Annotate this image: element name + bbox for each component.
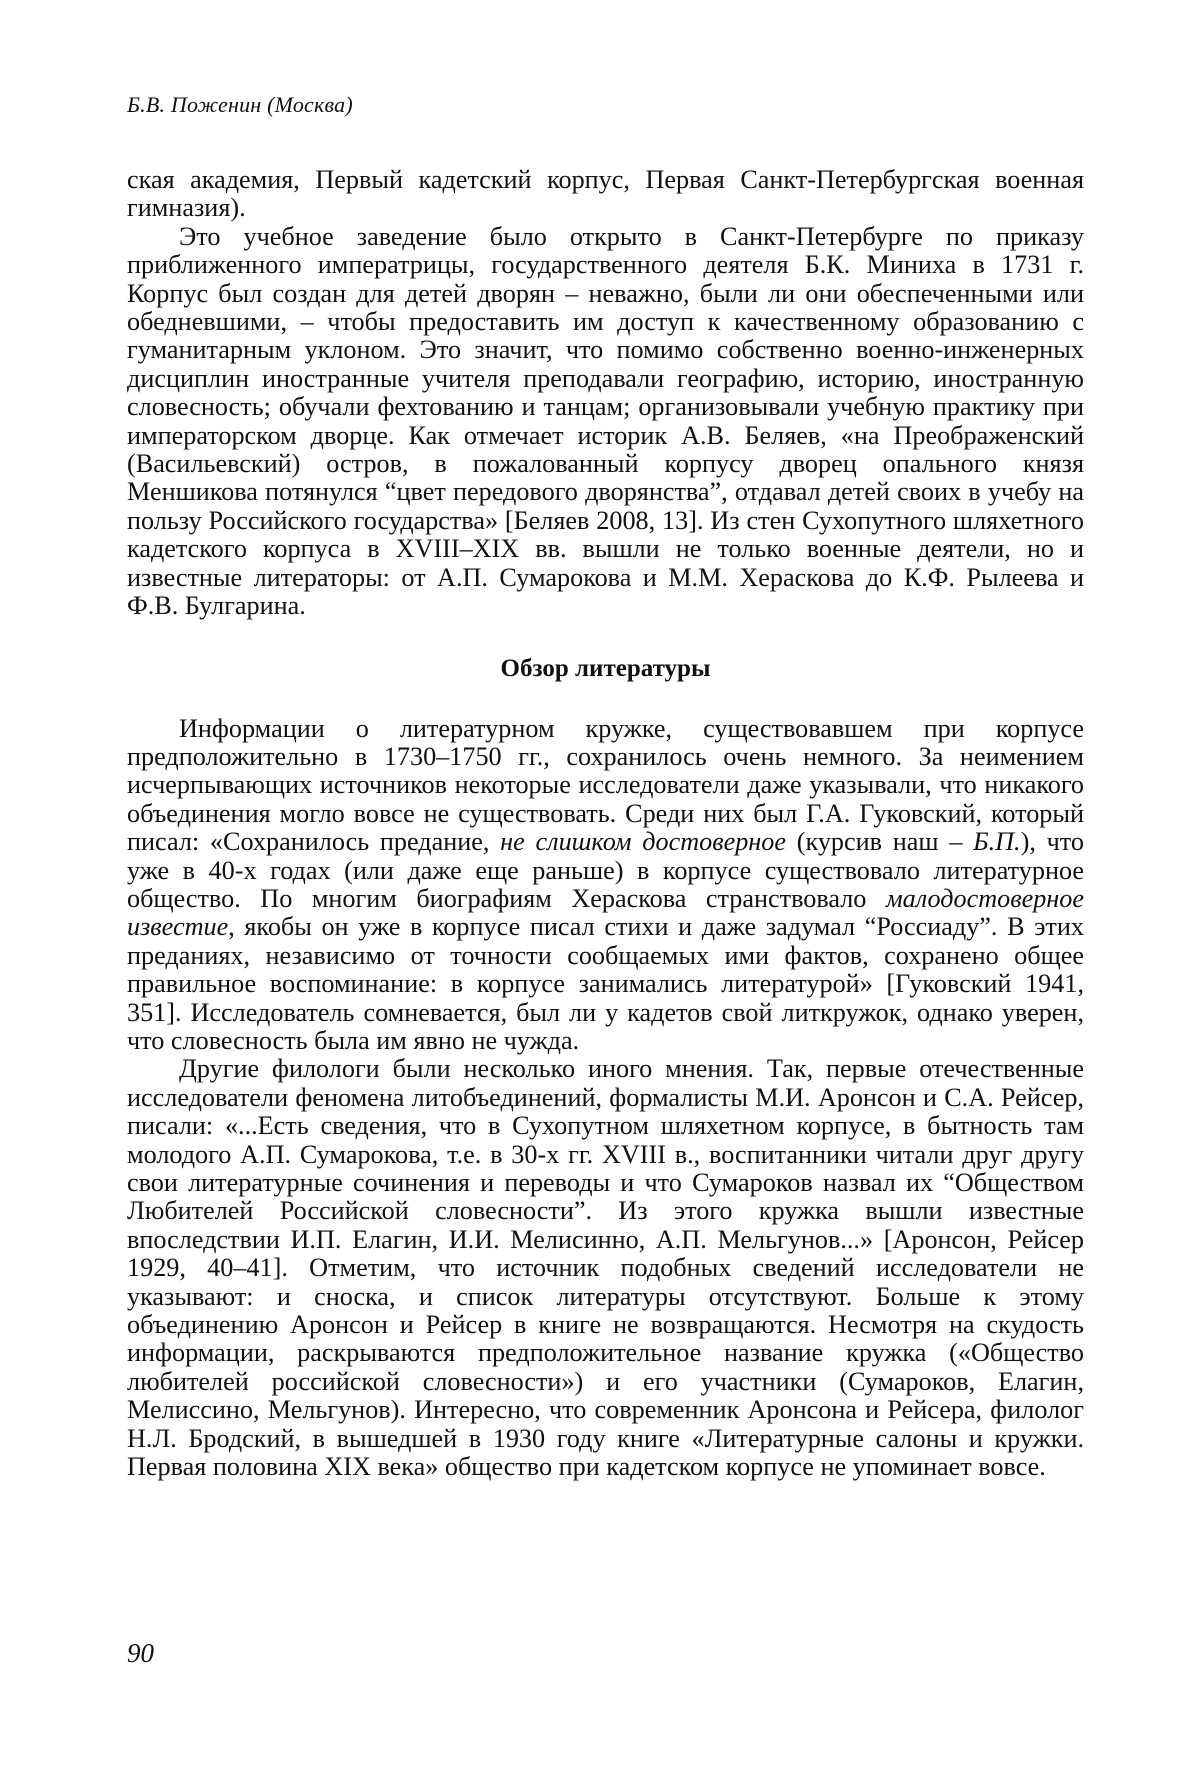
- paragraph-3-italic-3: малодостоверное известие: [127, 883, 1084, 942]
- page-number: 90: [127, 1638, 154, 1668]
- paragraph-4: Другие филологи были несколько иного мнения. Так, первые отечественные исследователи феномена литобъединений, формалисты М.И. Аронсон и С.А. Рейсер, писали: «...Есть сведения, что в Сухопутном шляхетном корпусе, в бытность там молодого А.П. Сумарокова, т.е. в 30-х гг. XVIII в., воспитанники читали друг другу свои литературные сочинения и переводы и что Сумароков назвал их “Обществом Любителей Российской словесности”. Из этого кружка вышли известные впоследствии И.П. Елагин, И.И. Мелисинно, А.П. Мельгунов...» [Аронсон, Рейсер 1929, 40–41]. Отметим, что источник подобных сведений исследователи не указывают: и сноска, и список литературы отсутствуют. Больше к этому объединению Аронсон и Рейсер в книге не возвращаются. Несмотря на скудость информации, раскрываются предположительное название кружка («Общество любителей российской словесности») и его участники (Сумароков, Елагин, Мелиссино, Мельгунов). Интересно, что современник Аронсона и Рейсера, филолог Н.Л. Бродский, в вышедшей в 1930 году книге «Литературные салоны и кружки. Первая половина XIX века» общество при кадетском корпусе не упоминает вовсе.: [127, 1054, 1084, 1482]
- paragraph-3-text-d: , якобы он уже в корпусе писал стихи и даже задумал “Россиаду”. В этих преданиях, независимо от точности сообщаемых ими фактов, сохранено общее правильное воспоминание: в корпусе занимались литературой» [Гуковский 1941, 351]. Исследователь сомневается, был ли у кадетов свой литкружок, однако уверен, что словесность была им явно не чужда.: [127, 912, 1084, 1055]
- section-title: Обзор литературы: [500, 654, 711, 682]
- paragraph-3: [127, 715, 1084, 1056]
- paragraph-3-text-b: (курсив наш –: [786, 827, 974, 857]
- paragraph-2: Это учебное заведение было открыто в Санкт-Петербурге по приказу приближенного императрицы, государственного деятеля Б.К. Миниха в 1731 г. Корпус был создан для детей дворян – неважно, были ли они обеспеченными или обедневшими, – чтобы предоставить им доступ к качественному образованию с гуманитарным уклоном. Это значит, что помимо собственно военно-инженерных дисциплин иностранные учителя преподавали географию, историю, иностранную словесность; обучали фехтованию и танцам; организовывали учебную практику при императорском дворце. Как отмечает историк А.В. Беляев, «на Преображенский (Васильевский) остров, в пожалованный корпусу дворец опального князя Меншикова потянулся “цвет передового дворянства”, отдавал детей своих в учебу на пользу Российского государства» [Беляев 2008, 13]. Из стен Сухопутного шляхетного кадетского корпуса в XVIII–XIX вв. вышли не только военные деятели, но и известные литераторы: от А.П. Сумарокова и М.М. Хераскова до К.Ф. Рылеева и Ф.В. Булгарина.: [127, 221, 1084, 621]
- paragraph-3-text-a: Информации о литературном кружке, существовавшем при корпусе предположительно в 1730–1750 гг., сохранилось очень немного. За неимением исчерпывающих источников некоторые исследователи даже указывали, что никакого объединения могло вовсе не существовать. Среди них был Г.А. Гуковский, который писал: «Сохранилось предание,: [127, 713, 1084, 857]
- paragraph-3-text-c: ), что уже в 40-х годах (или даже еще раньше) в корпусе существовало литературное общество. По многим биографиям Хераскова странствовало: [127, 827, 1084, 913]
- running-head: Б.В. Поженин (Москва): [127, 92, 353, 117]
- paragraph-3-italic-1: не слишком достоверное: [500, 827, 787, 857]
- body-text: [127, 166, 1084, 1481]
- paragraph-3-italic-2: Б.П.: [973, 827, 1021, 857]
- paragraph-1: ская академия, Первый кадетский корпус, Первая Санкт-Петербургская военная гимназия).: [127, 165, 1084, 223]
